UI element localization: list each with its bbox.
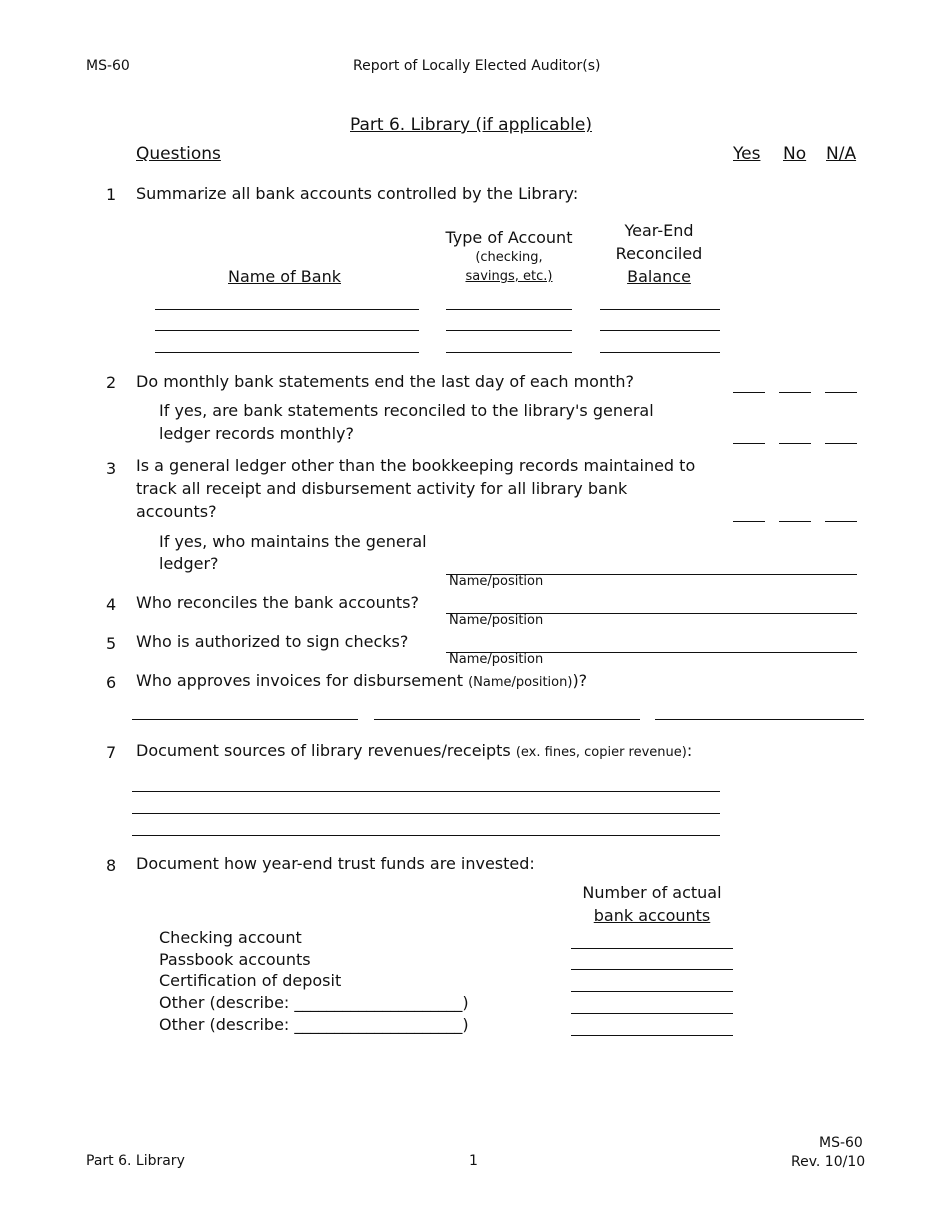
question-text: accounts? <box>136 502 217 521</box>
revision-date: Rev. 10/10 <box>791 1154 866 1170</box>
sub-question-text: If yes, who maintains the general <box>159 532 427 551</box>
sub-question-text: If yes, are bank statements reconciled to the library's general <box>159 401 654 420</box>
account-type-note: (checking, <box>475 250 543 265</box>
footer-form-id: MS-60 <box>819 1135 863 1151</box>
account-type-header: Type of Account <box>445 228 573 247</box>
question-text: Summarize all bank accounts controlled by the Library: <box>136 184 579 203</box>
investment-label: Certification of deposit <box>159 971 342 990</box>
na-answer-field[interactable] <box>825 392 857 393</box>
invoice-approver-field[interactable] <box>132 719 358 720</box>
sub-question-text: ledger records monthly? <box>159 424 354 443</box>
part-title: Part 6. Library (if applicable) <box>350 115 592 135</box>
balance-header: Reconciled <box>615 244 703 263</box>
balance-header: Year-End <box>624 221 694 240</box>
other-count-field[interactable] <box>571 1035 733 1036</box>
bank-name-field[interactable] <box>155 330 419 331</box>
field-caption: Name/position <box>449 613 544 628</box>
bank-name-field[interactable] <box>155 352 419 353</box>
invoice-approver-field[interactable] <box>374 719 640 720</box>
balance-field[interactable] <box>600 330 720 331</box>
accounts-count-header: bank accounts <box>593 906 711 925</box>
question-text: Do monthly bank statements end the last day of each month? <box>136 372 635 391</box>
other-count-field[interactable] <box>571 1013 733 1014</box>
questions-header: Questions <box>136 144 221 164</box>
invoice-approver-field[interactable] <box>655 719 864 720</box>
accounts-count-header: Number of actual <box>582 883 722 902</box>
question-number: 2 <box>106 373 117 392</box>
question-number: 3 <box>106 459 117 478</box>
balance-field[interactable] <box>600 309 720 310</box>
na-answer-field[interactable] <box>825 521 857 522</box>
account-type-field[interactable] <box>446 352 572 353</box>
question-text: Who reconciles the bank accounts? <box>136 593 419 612</box>
na-answer-field[interactable] <box>825 443 857 444</box>
investment-label: Other (describe: _____________________) <box>159 1015 469 1034</box>
no-answer-field[interactable] <box>779 392 811 393</box>
question-number: 4 <box>106 595 117 614</box>
balance-header: Balance <box>627 267 691 286</box>
question-text: Who approves invoices for disbursement (Name/position))? <box>136 671 588 690</box>
question-number: 8 <box>106 856 117 875</box>
question-text: Document how year-end trust funds are invested: <box>136 854 535 873</box>
revenue-source-field[interactable] <box>132 791 720 792</box>
yes-answer-field[interactable] <box>733 443 765 444</box>
question-number: 7 <box>106 743 117 762</box>
question-text: Is a general ledger other than the bookkeeping records maintained to <box>136 456 696 475</box>
revenue-source-field[interactable] <box>132 813 720 814</box>
balance-field[interactable] <box>600 352 720 353</box>
deposit-count-field[interactable] <box>571 991 733 992</box>
no-answer-field[interactable] <box>779 521 811 522</box>
field-caption: Name/position <box>449 574 544 589</box>
question-text: Who is authorized to sign checks? <box>136 632 409 651</box>
question-number: 5 <box>106 634 117 653</box>
question-text: track all receipt and disbursement activity for all library bank <box>136 479 628 498</box>
form-id: MS-60 <box>86 58 130 74</box>
revenue-source-field[interactable] <box>132 835 720 836</box>
account-type-note: savings, etc.) <box>465 269 553 284</box>
footer-section: Part 6. Library <box>86 1153 185 1169</box>
bank-name-header: Name of Bank <box>228 267 341 286</box>
passbook-count-field[interactable] <box>571 969 733 970</box>
page-number: 1 <box>469 1153 478 1169</box>
no-answer-field[interactable] <box>779 443 811 444</box>
bank-name-field[interactable] <box>155 309 419 310</box>
question-number: 1 <box>106 185 117 204</box>
account-type-field[interactable] <box>446 330 572 331</box>
investment-label: Other (describe: _____________________) <box>159 993 469 1012</box>
yes-answer-field[interactable] <box>733 392 765 393</box>
question-text: Document sources of library revenues/receipts (ex. fines, copier revenue): <box>136 741 693 760</box>
yes-header: Yes <box>733 144 761 164</box>
report-title: Report of Locally Elected Auditor(s) <box>353 58 601 74</box>
account-type-field[interactable] <box>446 309 572 310</box>
no-header: No <box>783 144 807 164</box>
checking-count-field[interactable] <box>571 948 733 949</box>
na-header: N/A <box>826 144 857 164</box>
yes-answer-field[interactable] <box>733 521 765 522</box>
investment-label: Passbook accounts <box>159 950 311 969</box>
investment-label: Checking account <box>159 928 302 947</box>
field-caption: Name/position <box>449 652 544 667</box>
question-number: 6 <box>106 673 117 692</box>
sub-question-text: ledger? <box>159 554 219 573</box>
